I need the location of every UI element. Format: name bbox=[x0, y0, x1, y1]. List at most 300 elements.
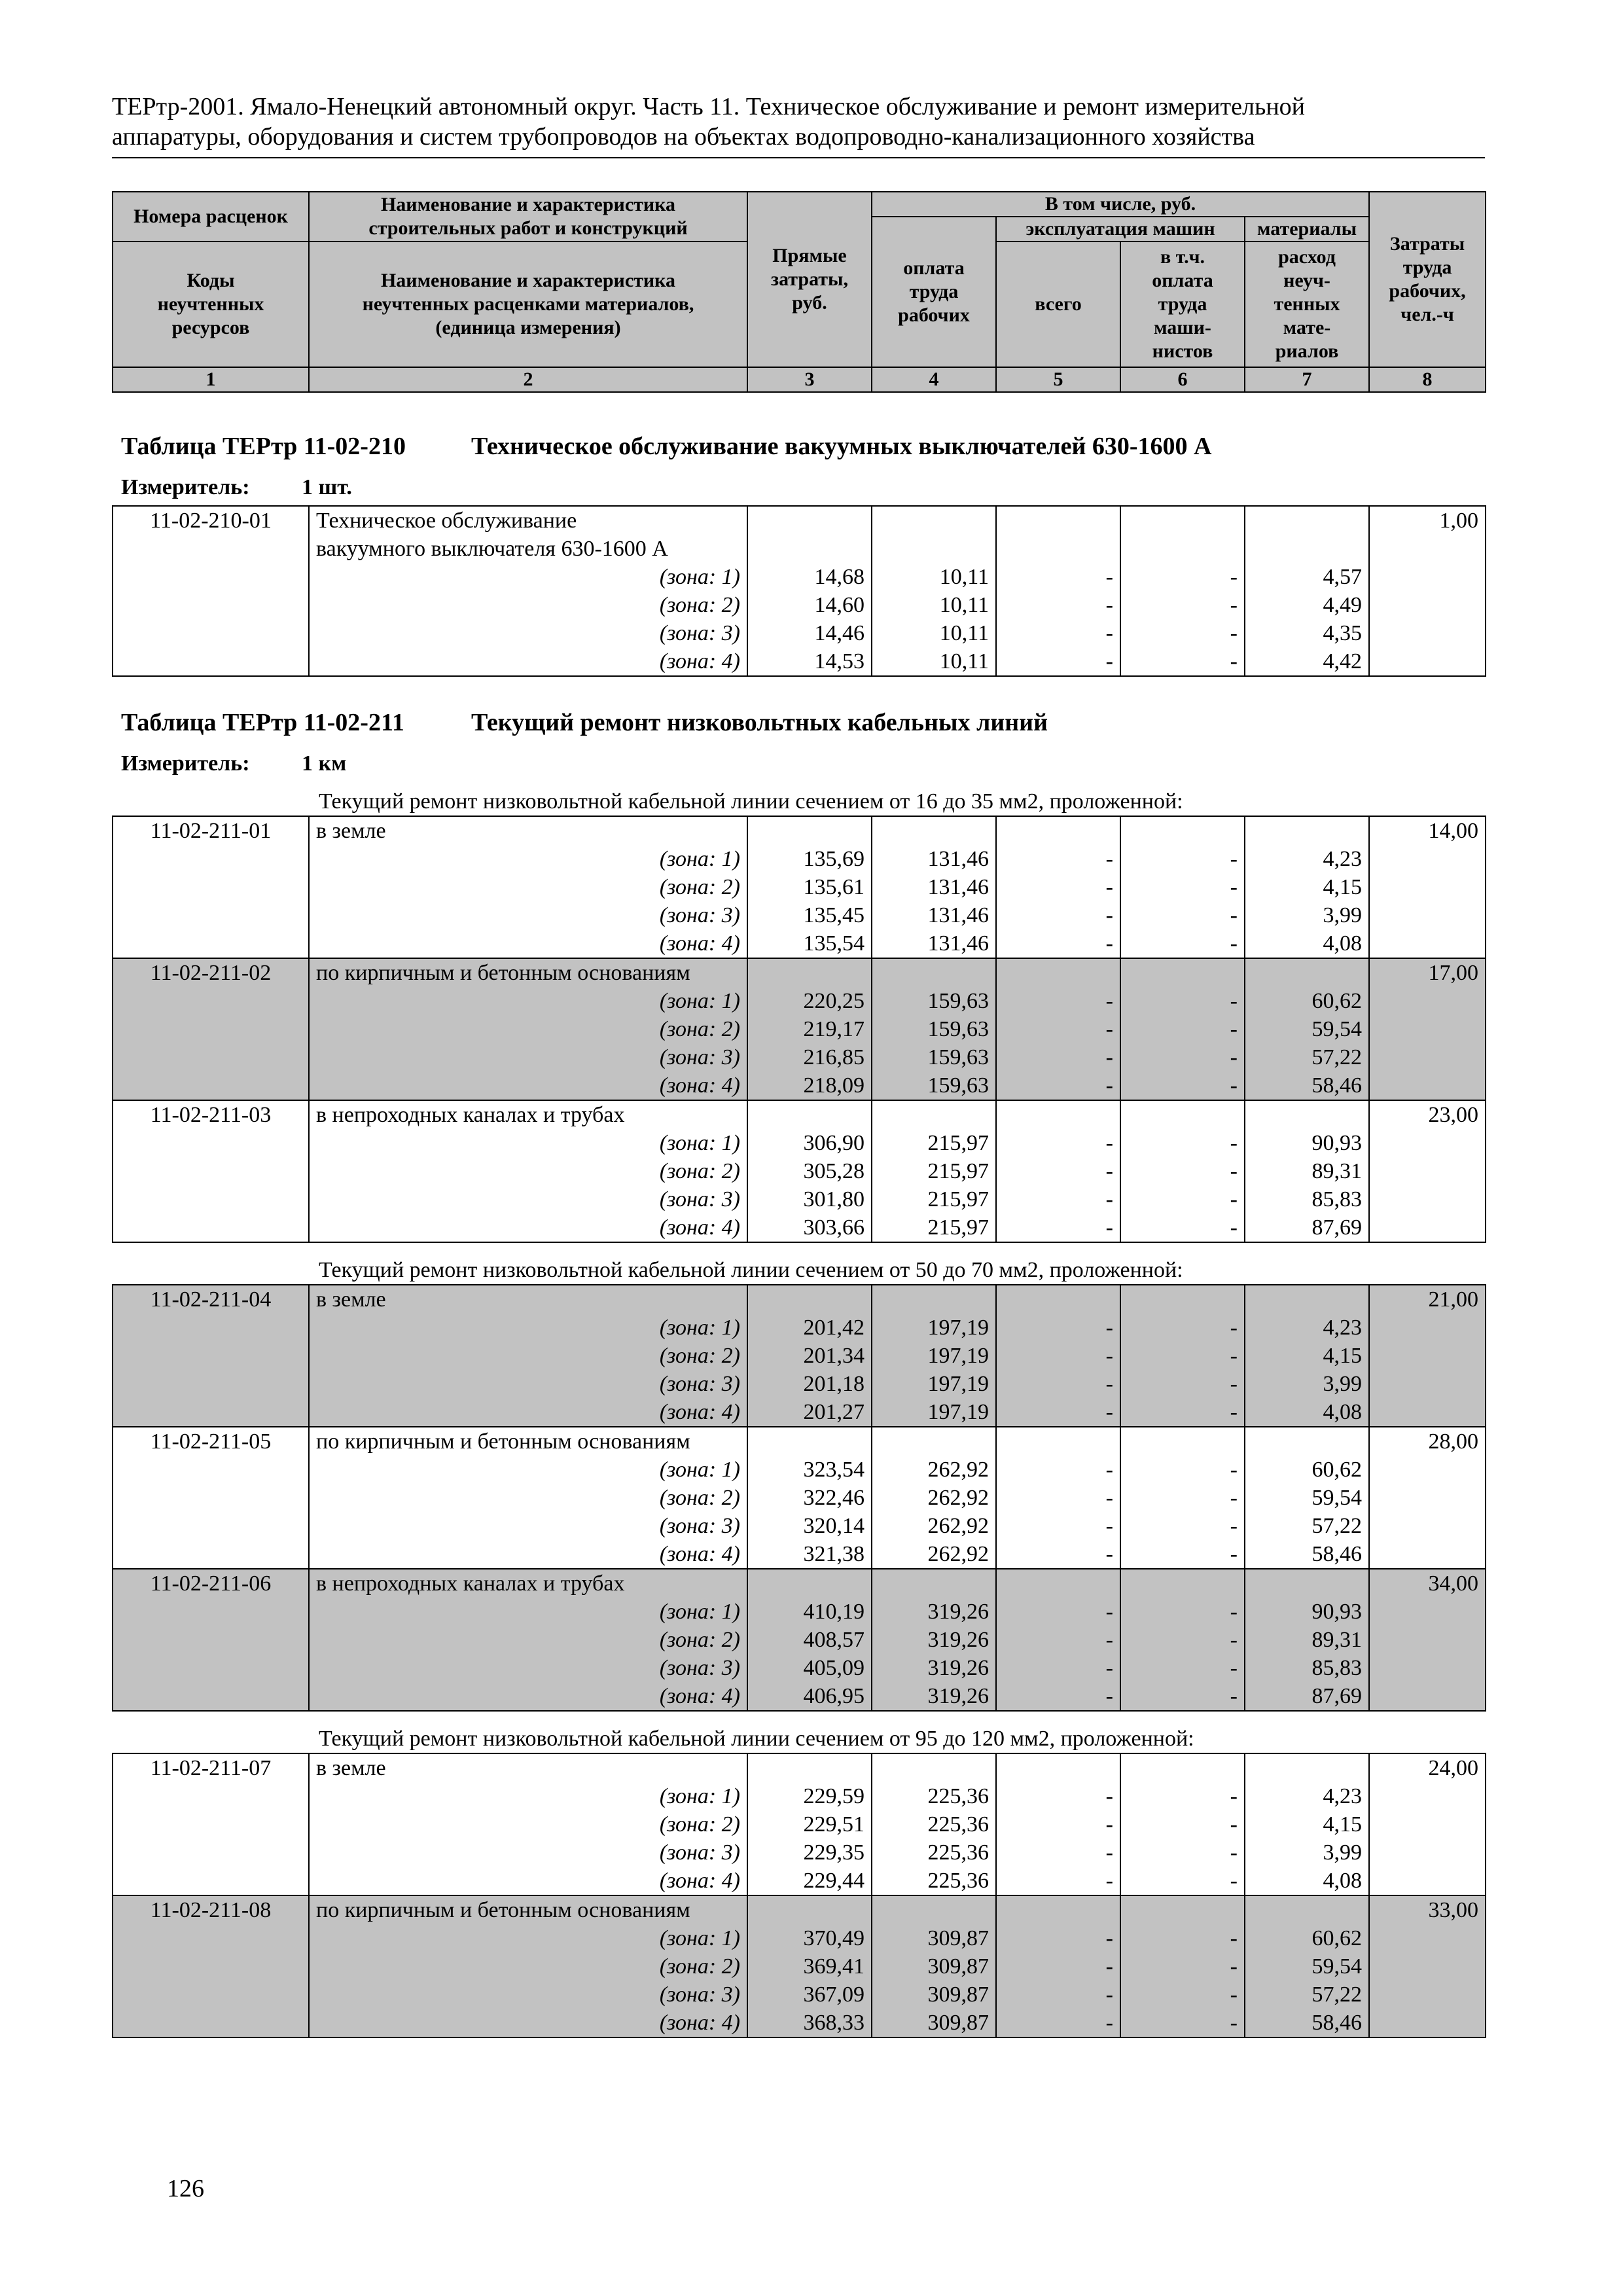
zone-label: (зона: 1) bbox=[309, 845, 747, 873]
zone-label: (зона: 2) bbox=[309, 1810, 747, 1839]
wage-cost: 10,11 bbox=[872, 563, 996, 591]
wage-cost: 215,97 bbox=[872, 1185, 996, 1213]
machinist-wage: - bbox=[1120, 1810, 1245, 1839]
machine-cost: - bbox=[996, 2009, 1120, 2037]
wage-cost: 131,46 bbox=[872, 929, 996, 958]
rates-table bbox=[112, 1753, 1486, 2038]
labor-cost: 23,00 bbox=[1369, 1100, 1486, 1129]
material-cost: 58,46 bbox=[1245, 1540, 1369, 1569]
zone-label: (зона: 4) bbox=[309, 929, 747, 958]
wage-cost: 10,11 bbox=[872, 647, 996, 676]
material-cost: 59,54 bbox=[1245, 1015, 1369, 1043]
machinist-wage: - bbox=[1120, 1157, 1245, 1185]
machinist-wage: - bbox=[1120, 1540, 1245, 1569]
machinist-wage: - bbox=[1120, 1398, 1245, 1427]
machine-cost: - bbox=[996, 1185, 1120, 1213]
table-row bbox=[113, 1782, 1486, 1810]
machinist-wage: - bbox=[1120, 1654, 1245, 1682]
machinist-wage: - bbox=[1120, 563, 1245, 591]
machine-cost: - bbox=[996, 1540, 1120, 1569]
zone-label: (зона: 1) bbox=[309, 1782, 747, 1810]
table-row bbox=[113, 1370, 1486, 1398]
header-line-1: ТЕРтр-2001. Ямало-Ненецкий автономный округ. Часть 11. Техническое обслуживание и ремонт измерительной bbox=[112, 93, 1305, 120]
machine-cost: - bbox=[996, 563, 1120, 591]
table-row bbox=[113, 873, 1486, 901]
table-row bbox=[113, 1753, 1486, 1782]
machine-cost: - bbox=[996, 1839, 1120, 1867]
header-labor: Затраты труда рабочих, чел.-ч bbox=[1369, 192, 1486, 367]
table-row bbox=[113, 1569, 1486, 1598]
wage-cost: 197,19 bbox=[872, 1370, 996, 1398]
machinist-wage: - bbox=[1120, 619, 1245, 647]
table-row bbox=[113, 1512, 1486, 1540]
measure-label: Измеритель: bbox=[121, 475, 250, 499]
labor-cost: 1,00 bbox=[1369, 506, 1486, 535]
direct-cost: 408,57 bbox=[747, 1626, 872, 1654]
table-row bbox=[113, 901, 1486, 929]
material-cost: 59,54 bbox=[1245, 1484, 1369, 1512]
header-machines: эксплуатация машин bbox=[996, 217, 1245, 242]
group-caption: Текущий ремонт низковольтной кабельной линии сечением от 95 до 120 мм2, проложенной: bbox=[319, 1727, 1194, 1751]
material-cost: 4,23 bbox=[1245, 845, 1369, 873]
header-machines-total: всего bbox=[996, 242, 1120, 367]
material-cost: 4,35 bbox=[1245, 619, 1369, 647]
material-cost: 89,31 bbox=[1245, 1157, 1369, 1185]
material-cost: 57,22 bbox=[1245, 1512, 1369, 1540]
material-cost: 60,62 bbox=[1245, 1924, 1369, 1952]
wage-cost: 225,36 bbox=[872, 1810, 996, 1839]
direct-cost: 406,95 bbox=[747, 1682, 872, 1711]
material-cost: 4,15 bbox=[1245, 1810, 1369, 1839]
direct-cost: 303,66 bbox=[747, 1213, 872, 1242]
direct-cost: 219,17 bbox=[747, 1015, 872, 1043]
table-row bbox=[113, 929, 1486, 958]
zone-label: (зона: 4) bbox=[309, 647, 747, 676]
direct-cost: 368,33 bbox=[747, 2009, 872, 2037]
machinist-wage: - bbox=[1120, 1015, 1245, 1043]
table-row bbox=[113, 1981, 1486, 2009]
wage-cost: 159,63 bbox=[872, 1071, 996, 1100]
machine-cost: - bbox=[996, 591, 1120, 619]
machinist-wage: - bbox=[1120, 591, 1245, 619]
column-header-table bbox=[112, 191, 1486, 393]
table-row bbox=[113, 816, 1486, 845]
machinist-wage: - bbox=[1120, 1484, 1245, 1512]
wage-cost: 309,87 bbox=[872, 1952, 996, 1981]
machine-cost: - bbox=[996, 1015, 1120, 1043]
machinist-wage: - bbox=[1120, 1782, 1245, 1810]
zone-label: (зона: 3) bbox=[309, 619, 747, 647]
machine-cost: - bbox=[996, 1512, 1120, 1540]
machine-cost: - bbox=[996, 1867, 1120, 1895]
rate-name: в земле bbox=[309, 1285, 747, 1314]
measure-label: Измеритель: bbox=[121, 751, 250, 776]
zone-label: (зона: 1) bbox=[309, 987, 747, 1015]
direct-cost: 369,41 bbox=[747, 1952, 872, 1981]
rates-table bbox=[112, 816, 1486, 1243]
wage-cost: 159,63 bbox=[872, 1043, 996, 1071]
direct-cost: 135,54 bbox=[747, 929, 872, 958]
machine-cost: - bbox=[996, 1924, 1120, 1952]
header-direct-costs: Прямые затраты, руб. bbox=[747, 192, 872, 367]
machinist-wage: - bbox=[1120, 647, 1245, 676]
material-cost: 4,15 bbox=[1245, 873, 1369, 901]
header-codes-top: Номера расценок bbox=[113, 192, 309, 242]
wage-cost: 215,97 bbox=[872, 1129, 996, 1157]
direct-cost: 220,25 bbox=[747, 987, 872, 1015]
table-row bbox=[113, 619, 1486, 647]
zone-label: (зона: 2) bbox=[309, 1952, 747, 1981]
group-caption: Текущий ремонт низковольтной кабельной линии сечением от 16 до 35 мм2, проложенной: bbox=[319, 789, 1183, 814]
table-row bbox=[113, 535, 1486, 563]
rate-code: 11-02-211-08 bbox=[113, 1895, 309, 1924]
machine-cost: - bbox=[996, 1129, 1120, 1157]
measure-unit bbox=[121, 751, 346, 776]
table-row bbox=[113, 1100, 1486, 1129]
direct-cost: 201,18 bbox=[747, 1370, 872, 1398]
machinist-wage: - bbox=[1120, 1598, 1245, 1626]
zone-label: (зона: 2) bbox=[309, 873, 747, 901]
zone-label: (зона: 4) bbox=[309, 1867, 747, 1895]
machinist-wage: - bbox=[1120, 1682, 1245, 1711]
table-row bbox=[113, 987, 1486, 1015]
header-wage: оплата труда рабочих bbox=[872, 217, 996, 367]
material-cost: 4,15 bbox=[1245, 1342, 1369, 1370]
labor-cost: 14,00 bbox=[1369, 816, 1486, 845]
wage-cost: 197,19 bbox=[872, 1342, 996, 1370]
direct-cost: 320,14 bbox=[747, 1512, 872, 1540]
table-code: Таблица ТЕРтр 11-02-210 bbox=[121, 433, 406, 460]
table-row bbox=[113, 1285, 1486, 1314]
material-cost: 85,83 bbox=[1245, 1654, 1369, 1682]
material-cost: 4,08 bbox=[1245, 1867, 1369, 1895]
table-row bbox=[113, 506, 1486, 535]
machine-cost: - bbox=[996, 1484, 1120, 1512]
rate-code: 11-02-210-01 bbox=[113, 506, 309, 535]
material-cost: 58,46 bbox=[1245, 2009, 1369, 2037]
material-cost: 89,31 bbox=[1245, 1626, 1369, 1654]
table-row bbox=[113, 1598, 1486, 1626]
machine-cost: - bbox=[996, 845, 1120, 873]
machine-cost: - bbox=[996, 1810, 1120, 1839]
material-cost: 60,62 bbox=[1245, 987, 1369, 1015]
header-materials: материалы bbox=[1245, 217, 1369, 242]
zone-label: (зона: 1) bbox=[309, 563, 747, 591]
header-name-top: Наименование и характеристика строительных работ и конструкций bbox=[309, 192, 747, 242]
zone-label: (зона: 4) bbox=[309, 1213, 747, 1242]
material-cost: 57,22 bbox=[1245, 1981, 1369, 2009]
rates-table bbox=[112, 505, 1486, 677]
direct-cost: 323,54 bbox=[747, 1456, 872, 1484]
rate-code: 11-02-211-02 bbox=[113, 958, 309, 987]
machine-cost: - bbox=[996, 901, 1120, 929]
table-code: Таблица ТЕРтр 11-02-211 bbox=[121, 709, 404, 736]
column-number: 6 bbox=[1120, 367, 1245, 392]
table-row bbox=[113, 1484, 1486, 1512]
table-row bbox=[113, 1342, 1486, 1370]
measure-unit bbox=[121, 475, 352, 500]
table-row bbox=[113, 1015, 1486, 1043]
machinist-wage: - bbox=[1120, 1867, 1245, 1895]
table-row bbox=[113, 647, 1486, 676]
table-row bbox=[113, 1129, 1486, 1157]
material-cost: 90,93 bbox=[1245, 1598, 1369, 1626]
table-row bbox=[113, 1427, 1486, 1456]
rate-name: в земле bbox=[309, 816, 747, 845]
zone-label: (зона: 2) bbox=[309, 1157, 747, 1185]
column-number: 2 bbox=[309, 367, 747, 392]
material-cost: 60,62 bbox=[1245, 1456, 1369, 1484]
wage-cost: 319,26 bbox=[872, 1598, 996, 1626]
page-header bbox=[112, 92, 1485, 152]
direct-cost: 14,60 bbox=[747, 591, 872, 619]
direct-cost: 321,38 bbox=[747, 1540, 872, 1569]
zone-label: (зона: 2) bbox=[309, 1484, 747, 1512]
rate-code: 11-02-211-05 bbox=[113, 1427, 309, 1456]
table-row bbox=[113, 1043, 1486, 1071]
table-row bbox=[113, 2009, 1486, 2037]
machinist-wage: - bbox=[1120, 1370, 1245, 1398]
machinist-wage: - bbox=[1120, 1342, 1245, 1370]
machine-cost: - bbox=[996, 1456, 1120, 1484]
direct-cost: 367,09 bbox=[747, 1981, 872, 2009]
header-materials-usage: расход неуч- тенных мате- риалов bbox=[1245, 242, 1369, 367]
zone-label: (зона: 1) bbox=[309, 1598, 747, 1626]
direct-cost: 135,61 bbox=[747, 873, 872, 901]
rate-code: 11-02-211-07 bbox=[113, 1753, 309, 1782]
column-number: 5 bbox=[996, 367, 1120, 392]
wage-cost: 197,19 bbox=[872, 1314, 996, 1342]
wage-cost: 262,92 bbox=[872, 1484, 996, 1512]
wage-cost: 131,46 bbox=[872, 845, 996, 873]
direct-cost: 305,28 bbox=[747, 1157, 872, 1185]
wage-cost: 262,92 bbox=[872, 1456, 996, 1484]
column-number: 4 bbox=[872, 367, 996, 392]
header-rule bbox=[112, 157, 1485, 158]
direct-cost: 405,09 bbox=[747, 1654, 872, 1682]
rate-name: в земле bbox=[309, 1753, 747, 1782]
table-name: Текущий ремонт низковольтных кабельных линий bbox=[471, 709, 1048, 736]
material-cost: 3,99 bbox=[1245, 901, 1369, 929]
table-title bbox=[121, 432, 1211, 461]
material-cost: 4,23 bbox=[1245, 1314, 1369, 1342]
material-cost: 3,99 bbox=[1245, 1839, 1369, 1867]
zone-label: (зона: 1) bbox=[309, 1314, 747, 1342]
machine-cost: - bbox=[996, 873, 1120, 901]
rate-name: в непроходных каналах и трубах bbox=[309, 1100, 747, 1129]
machine-cost: - bbox=[996, 1398, 1120, 1427]
rate-code: 11-02-211-04 bbox=[113, 1285, 309, 1314]
machinist-wage: - bbox=[1120, 1512, 1245, 1540]
zone-label: (зона: 2) bbox=[309, 1626, 747, 1654]
table-row bbox=[113, 1867, 1486, 1895]
zone-label: (зона: 2) bbox=[309, 1015, 747, 1043]
zone-label: (зона: 3) bbox=[309, 1043, 747, 1071]
material-cost: 58,46 bbox=[1245, 1071, 1369, 1100]
rate-code: 11-02-211-03 bbox=[113, 1100, 309, 1129]
zone-label: (зона: 1) bbox=[309, 1129, 747, 1157]
machinist-wage: - bbox=[1120, 929, 1245, 958]
zone-label: (зона: 3) bbox=[309, 1370, 747, 1398]
material-cost: 57,22 bbox=[1245, 1043, 1369, 1071]
direct-cost: 229,35 bbox=[747, 1839, 872, 1867]
machinist-wage: - bbox=[1120, 1071, 1245, 1100]
table-row bbox=[113, 1924, 1486, 1952]
zone-label: (зона: 2) bbox=[309, 591, 747, 619]
zone-label: (зона: 3) bbox=[309, 901, 747, 929]
rate-name: вакуумного выключателя 630-1600 А bbox=[309, 535, 747, 563]
header-codes-bottom: Коды неучтенных ресурсов bbox=[113, 242, 309, 367]
machine-cost: - bbox=[996, 1598, 1120, 1626]
group-caption: Текущий ремонт низковольтной кабельной линии сечением от 50 до 70 мм2, проложенной: bbox=[319, 1258, 1183, 1282]
wage-cost: 215,97 bbox=[872, 1157, 996, 1185]
machinist-wage: - bbox=[1120, 1129, 1245, 1157]
machine-cost: - bbox=[996, 987, 1120, 1015]
machine-cost: - bbox=[996, 1981, 1120, 2009]
machine-cost: - bbox=[996, 1213, 1120, 1242]
labor-cost: 17,00 bbox=[1369, 958, 1486, 987]
table-name: Техническое обслуживание вакуумных выключателей 630-1600 А bbox=[471, 433, 1212, 460]
rate-name: в непроходных каналах и трубах bbox=[309, 1569, 747, 1598]
labor-cost: 34,00 bbox=[1369, 1569, 1486, 1598]
column-number: 8 bbox=[1369, 367, 1486, 392]
machinist-wage: - bbox=[1120, 1839, 1245, 1867]
rate-code: 11-02-211-06 bbox=[113, 1569, 309, 1598]
measure-value: 1 км bbox=[302, 751, 347, 776]
zone-label: (зона: 3) bbox=[309, 1654, 747, 1682]
material-cost: 4,57 bbox=[1245, 563, 1369, 591]
table-row bbox=[113, 958, 1486, 987]
table-row bbox=[113, 1952, 1486, 1981]
zone-label: (зона: 1) bbox=[309, 1456, 747, 1484]
measure-value: 1 шт. bbox=[302, 475, 352, 499]
material-cost: 4,08 bbox=[1245, 929, 1369, 958]
material-cost: 4,08 bbox=[1245, 1398, 1369, 1427]
material-cost: 87,69 bbox=[1245, 1213, 1369, 1242]
zone-label: (зона: 2) bbox=[309, 1342, 747, 1370]
table-row bbox=[113, 1654, 1486, 1682]
table-row bbox=[113, 591, 1486, 619]
wage-cost: 131,46 bbox=[872, 873, 996, 901]
labor-cost: 21,00 bbox=[1369, 1285, 1486, 1314]
material-cost: 4,23 bbox=[1245, 1782, 1369, 1810]
direct-cost: 322,46 bbox=[747, 1484, 872, 1512]
wage-cost: 159,63 bbox=[872, 987, 996, 1015]
table-row bbox=[113, 1682, 1486, 1711]
direct-cost: 306,90 bbox=[747, 1129, 872, 1157]
machine-cost: - bbox=[996, 1157, 1120, 1185]
direct-cost: 410,19 bbox=[747, 1598, 872, 1626]
machine-cost: - bbox=[996, 647, 1120, 676]
rate-name: Техническое обслуживание bbox=[309, 506, 747, 535]
zone-label: (зона: 4) bbox=[309, 1682, 747, 1711]
machine-cost: - bbox=[996, 1682, 1120, 1711]
rates-table bbox=[112, 1284, 1486, 1712]
wage-cost: 131,46 bbox=[872, 901, 996, 929]
machine-cost: - bbox=[996, 1654, 1120, 1682]
machinist-wage: - bbox=[1120, 1981, 1245, 2009]
table-row bbox=[113, 1398, 1486, 1427]
wage-cost: 262,92 bbox=[872, 1512, 996, 1540]
table-row bbox=[113, 845, 1486, 873]
table-row bbox=[113, 1157, 1486, 1185]
header-machinist-wage: в т.ч. оплата труда маши- нистов bbox=[1120, 242, 1245, 367]
table-row bbox=[113, 1626, 1486, 1654]
labor-cost: 24,00 bbox=[1369, 1753, 1486, 1782]
table-row bbox=[113, 1213, 1486, 1242]
machinist-wage: - bbox=[1120, 845, 1245, 873]
machine-cost: - bbox=[996, 1342, 1120, 1370]
direct-cost: 14,68 bbox=[747, 563, 872, 591]
material-cost: 90,93 bbox=[1245, 1129, 1369, 1157]
material-cost: 4,42 bbox=[1245, 647, 1369, 676]
direct-cost: 135,69 bbox=[747, 845, 872, 873]
zone-label: (зона: 3) bbox=[309, 1512, 747, 1540]
machinist-wage: - bbox=[1120, 1952, 1245, 1981]
column-number: 1 bbox=[113, 367, 309, 392]
page-number: 126 bbox=[167, 2175, 204, 2202]
header-line-2: аппаратуры, оборудования и систем трубопроводов на объектах водопроводно-канализационного хозяйства bbox=[112, 123, 1255, 151]
machinist-wage: - bbox=[1120, 987, 1245, 1015]
material-cost: 85,83 bbox=[1245, 1185, 1369, 1213]
rate-code: 11-02-211-01 bbox=[113, 816, 309, 845]
direct-cost: 201,42 bbox=[747, 1314, 872, 1342]
direct-cost: 201,27 bbox=[747, 1398, 872, 1427]
table-row bbox=[113, 1839, 1486, 1867]
direct-cost: 229,51 bbox=[747, 1810, 872, 1839]
material-cost: 87,69 bbox=[1245, 1682, 1369, 1711]
direct-cost: 218,09 bbox=[747, 1071, 872, 1100]
rate-name: по кирпичным и бетонным основаниям bbox=[309, 1895, 747, 1924]
machine-cost: - bbox=[996, 1314, 1120, 1342]
direct-cost: 370,49 bbox=[747, 1924, 872, 1952]
wage-cost: 319,26 bbox=[872, 1654, 996, 1682]
zone-label: (зона: 4) bbox=[309, 1540, 747, 1569]
wage-cost: 319,26 bbox=[872, 1626, 996, 1654]
machine-cost: - bbox=[996, 1952, 1120, 1981]
table-row bbox=[113, 1540, 1486, 1569]
wage-cost: 225,36 bbox=[872, 1839, 996, 1867]
material-cost: 3,99 bbox=[1245, 1370, 1369, 1398]
wage-cost: 10,11 bbox=[872, 619, 996, 647]
wage-cost: 10,11 bbox=[872, 591, 996, 619]
wage-cost: 319,26 bbox=[872, 1682, 996, 1711]
wage-cost: 262,92 bbox=[872, 1540, 996, 1569]
machinist-wage: - bbox=[1120, 1043, 1245, 1071]
table-row bbox=[113, 1810, 1486, 1839]
wage-cost: 309,87 bbox=[872, 2009, 996, 2037]
machinist-wage: - bbox=[1120, 901, 1245, 929]
wage-cost: 215,97 bbox=[872, 1213, 996, 1242]
machinist-wage: - bbox=[1120, 873, 1245, 901]
wage-cost: 225,36 bbox=[872, 1782, 996, 1810]
machinist-wage: - bbox=[1120, 1456, 1245, 1484]
machinist-wage: - bbox=[1120, 1213, 1245, 1242]
material-cost: 59,54 bbox=[1245, 1952, 1369, 1981]
wage-cost: 309,87 bbox=[872, 1981, 996, 2009]
table-row bbox=[113, 1895, 1486, 1924]
wage-cost: 197,19 bbox=[872, 1398, 996, 1427]
machinist-wage: - bbox=[1120, 1314, 1245, 1342]
table-title bbox=[121, 708, 1048, 737]
table-row bbox=[113, 1185, 1486, 1213]
table-row bbox=[113, 1314, 1486, 1342]
direct-cost: 229,44 bbox=[747, 1867, 872, 1895]
machine-cost: - bbox=[996, 1626, 1120, 1654]
rate-name: по кирпичным и бетонным основаниям bbox=[309, 958, 747, 987]
wage-cost: 159,63 bbox=[872, 1015, 996, 1043]
wage-cost: 309,87 bbox=[872, 1924, 996, 1952]
